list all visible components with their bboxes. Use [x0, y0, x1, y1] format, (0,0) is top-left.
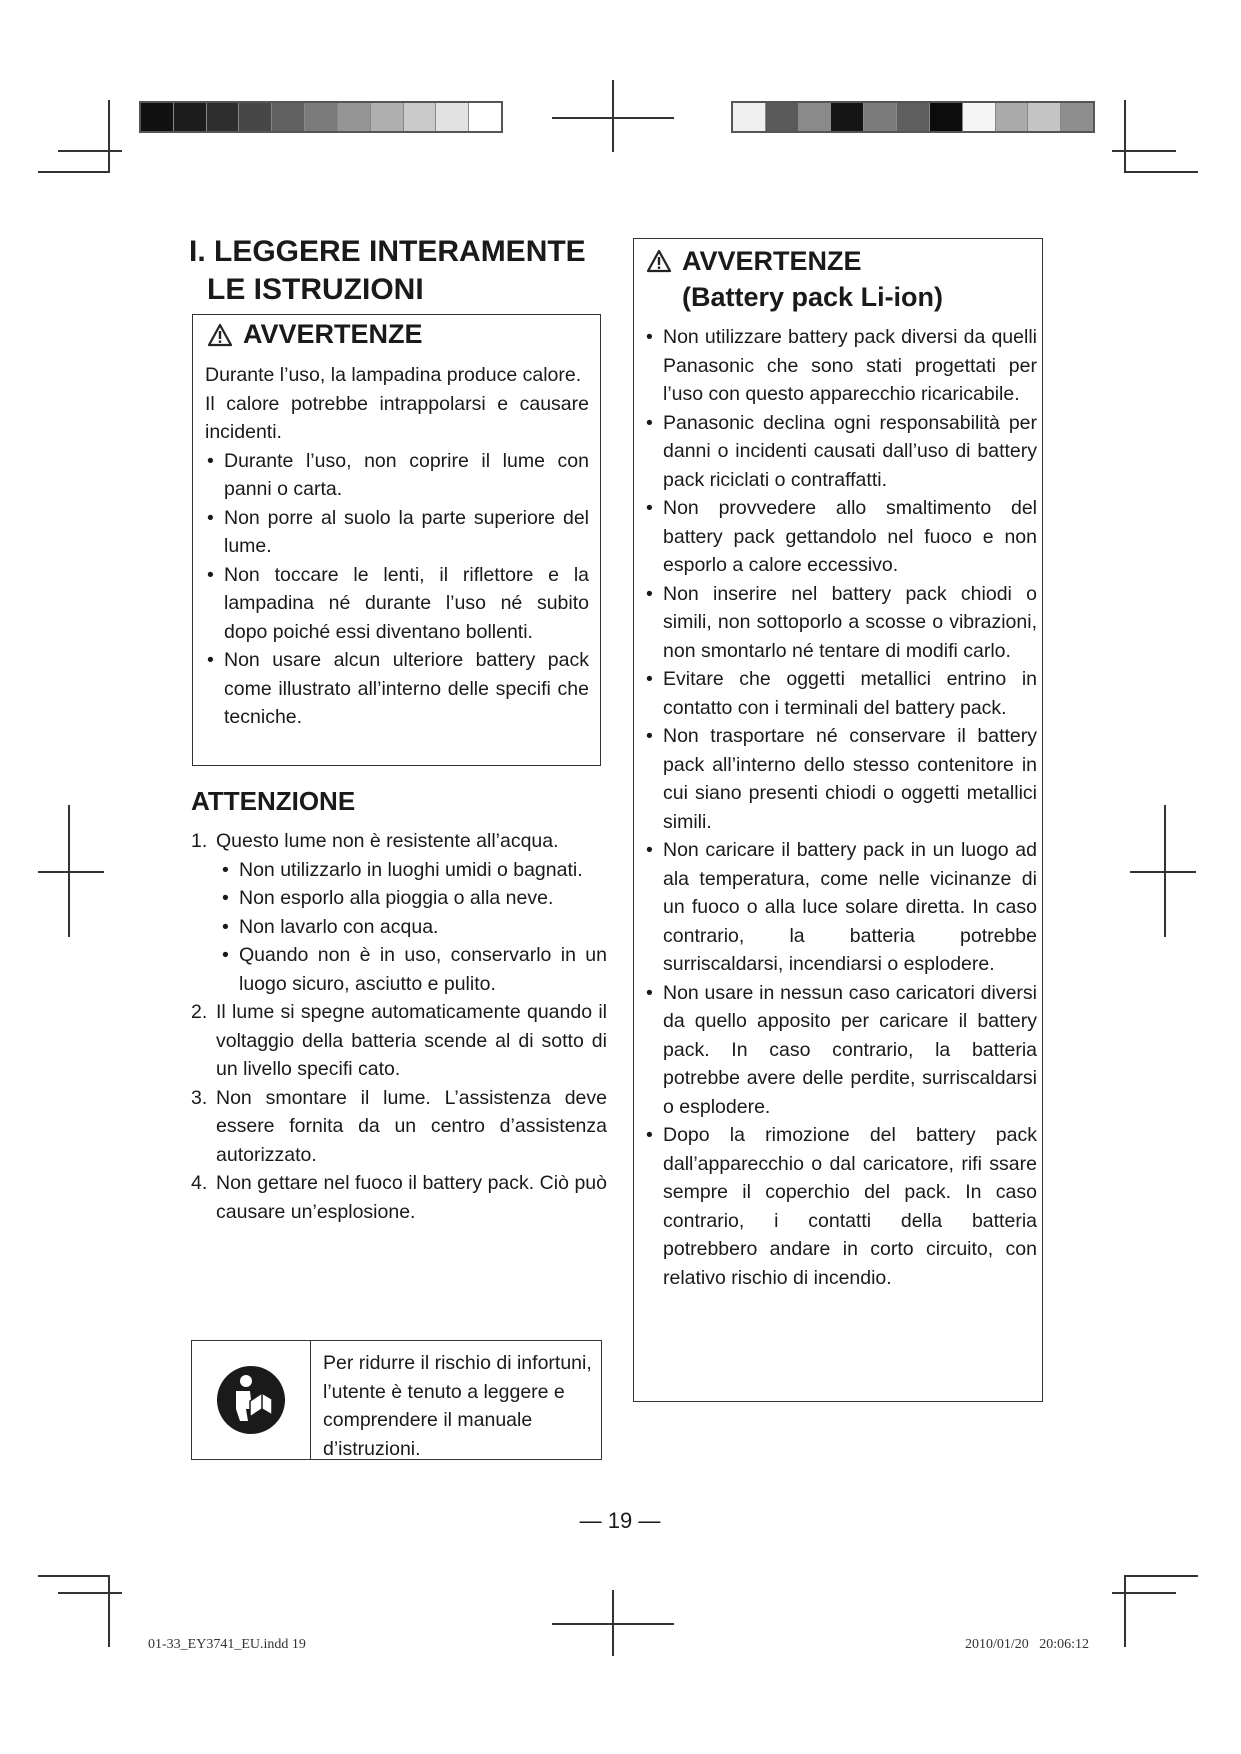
color-swatch	[996, 103, 1029, 131]
list-item: • Non inserire nel battery pack chiodi o simili, non sottoporlo a scosse o vibrazioni, non smontarlo né tentare di modifi carlo.	[644, 580, 1037, 666]
warning-triangle-icon	[646, 249, 672, 273]
list-item: 4. Non gettare nel fuoco il battery pack. Ciò può causare un’esplosione.	[191, 1172, 607, 1223]
color-swatch	[766, 103, 799, 131]
warning-triangle-icon	[207, 323, 233, 347]
read-manual-icon	[216, 1365, 286, 1435]
warning-title-text: AVVERTENZE	[243, 319, 423, 349]
list-item: • Dopo la rimozione del battery pack dall’apparecchio o dal caricatore, rifi ssare sempre il coperchio del pack. In caso contrario, i contatti della batteria potrebbero andare in corto circuito, con relativo rischio di incendio.	[644, 1121, 1037, 1292]
list-item: 1. Questo lume non è resistente all’acqua. • Non utilizzarlo in luoghi umidi o bagnati. • Non esporlo alla pioggia o alla neve. • Non lavarlo con acqua. • Quando non è in uso, conservarlo in un luogo sicuro, asciutto e pulito.	[191, 827, 607, 998]
list-item: • Non usare in nessun caso caricatori diversi da quello apposito per caricare il battery pack. In caso contrario, la batteria potrebbe avere delle perdite, surriscaldarsi o esplodere.	[644, 979, 1037, 1122]
color-swatch	[436, 103, 469, 131]
list-item: • Panasonic declina ogni responsabilità per danni o incidenti causati dall’uso di battery pack riciclati o contraffatti.	[644, 409, 1037, 495]
section-title	[189, 233, 619, 309]
list-item: • Non lavarlo con acqua.	[220, 913, 607, 942]
warning-box-left	[192, 314, 601, 766]
print-footer-right: 2010/01/20 20:06:12	[965, 1637, 1090, 1652]
list-item: 2. Il lume si spegne automaticamente quando il voltaggio della batteria scende al di sotto di un livello specifi cato.	[191, 1001, 607, 1080]
attenzione-title: ATTENZIONE	[191, 786, 356, 816]
warning-list	[205, 447, 589, 732]
color-swatch	[207, 103, 240, 131]
color-calibration-bar-left	[139, 101, 503, 133]
print-footer-left: 01-33_EY3741_EU.indd 19	[148, 1637, 306, 1652]
color-calibration-bar-right	[731, 101, 1095, 133]
list-item: • Evitare che oggetti metallici entrino in contatto con i terminali del battery pack.	[644, 665, 1037, 722]
color-swatch	[963, 103, 996, 131]
color-swatch	[1061, 103, 1093, 131]
color-swatch	[1028, 103, 1061, 131]
list-item: • Non caricare il battery pack in un luogo ad ala temperatura, come nelle vicinanze di un fuoco o alla luce solare diretta. In caso contrario, la batteria potrebbe surriscaldarsi, incendiarsi o esplodere.	[644, 836, 1037, 979]
list-item: • Non toccare le lenti, il riflettore e la lampadina né durante l’uso né subito dopo poiché essi diventano bollenti.	[205, 561, 589, 647]
color-swatch	[864, 103, 897, 131]
warning-intro-1: Durante l’uso, la lampadina produce calore.	[205, 364, 582, 386]
color-swatch	[469, 103, 501, 131]
list-item: • Non provvedere allo smaltimento del battery pack gettandolo nel fuoco e non esporlo a calore eccessivo.	[644, 494, 1037, 580]
warning-title	[207, 319, 423, 350]
section-title-line1: I. LEGGERE INTERAMENTE	[189, 235, 586, 268]
color-swatch	[272, 103, 305, 131]
color-swatch	[371, 103, 404, 131]
list-item: • Non utilizzare battery pack diversi da quelli Panasonic che sono stati progettati per l’uso con questo apparecchio ricaricabile.	[644, 323, 1037, 409]
color-swatch	[799, 103, 832, 131]
page-number: — 19 —	[579, 1508, 661, 1533]
manual-notice-icon-cell	[192, 1341, 311, 1459]
color-swatch	[930, 103, 963, 131]
manual-notice-text: Per ridurre il rischio di infortuni, l’utente è tenuto a leggere e comprendere il manuale d’istruzioni.	[323, 1352, 592, 1460]
color-swatch	[174, 103, 207, 131]
attenzione-list	[191, 827, 607, 1226]
color-swatch	[831, 103, 864, 131]
color-swatch	[404, 103, 437, 131]
warning-box-right	[633, 238, 1043, 1402]
warning-list-right	[644, 323, 1037, 1292]
warning-title-right-line2: (Battery pack Li-ion)	[682, 282, 944, 312]
list-item: • Quando non è in uso, conservarlo in un luogo sicuro, asciutto e pulito.	[220, 941, 607, 998]
color-swatch	[733, 103, 766, 131]
warning-intro-2: Il calore potrebbe intrappolarsi e causare incidenti.	[205, 392, 589, 443]
warning-title-right	[646, 243, 943, 315]
color-swatch	[338, 103, 371, 131]
color-swatch	[305, 103, 338, 131]
list-item: • Non utilizzarlo in luoghi umidi o bagnati.	[220, 856, 607, 885]
list-item: • Non porre al suolo la parte superiore del lume.	[205, 504, 589, 561]
warning-title-right-line1: AVVERTENZE	[682, 246, 862, 276]
list-item: 3. Non smontare il lume. L’assistenza deve essere fornita da un centro d’assistenza autorizzato.	[191, 1086, 607, 1166]
list-item: • Non esporlo alla pioggia o alla neve.	[220, 884, 607, 913]
color-swatch	[141, 103, 174, 131]
section-title-line2: LE ISTRUZIONI	[207, 273, 424, 306]
color-swatch	[897, 103, 930, 131]
list-item: • Durante l’uso, non coprire il lume con panni o carta.	[205, 447, 589, 504]
manual-notice-box	[191, 1340, 602, 1460]
list-item: • Non trasportare né conservare il battery pack all’interno dello stesso contenitore in cui siano presenti chiodi o oggetti metallici simili.	[644, 722, 1037, 836]
color-swatch	[239, 103, 272, 131]
list-item: • Non usare alcun ulteriore battery pack come illustrato all’interno delle specifi che tecniche.	[205, 646, 589, 732]
